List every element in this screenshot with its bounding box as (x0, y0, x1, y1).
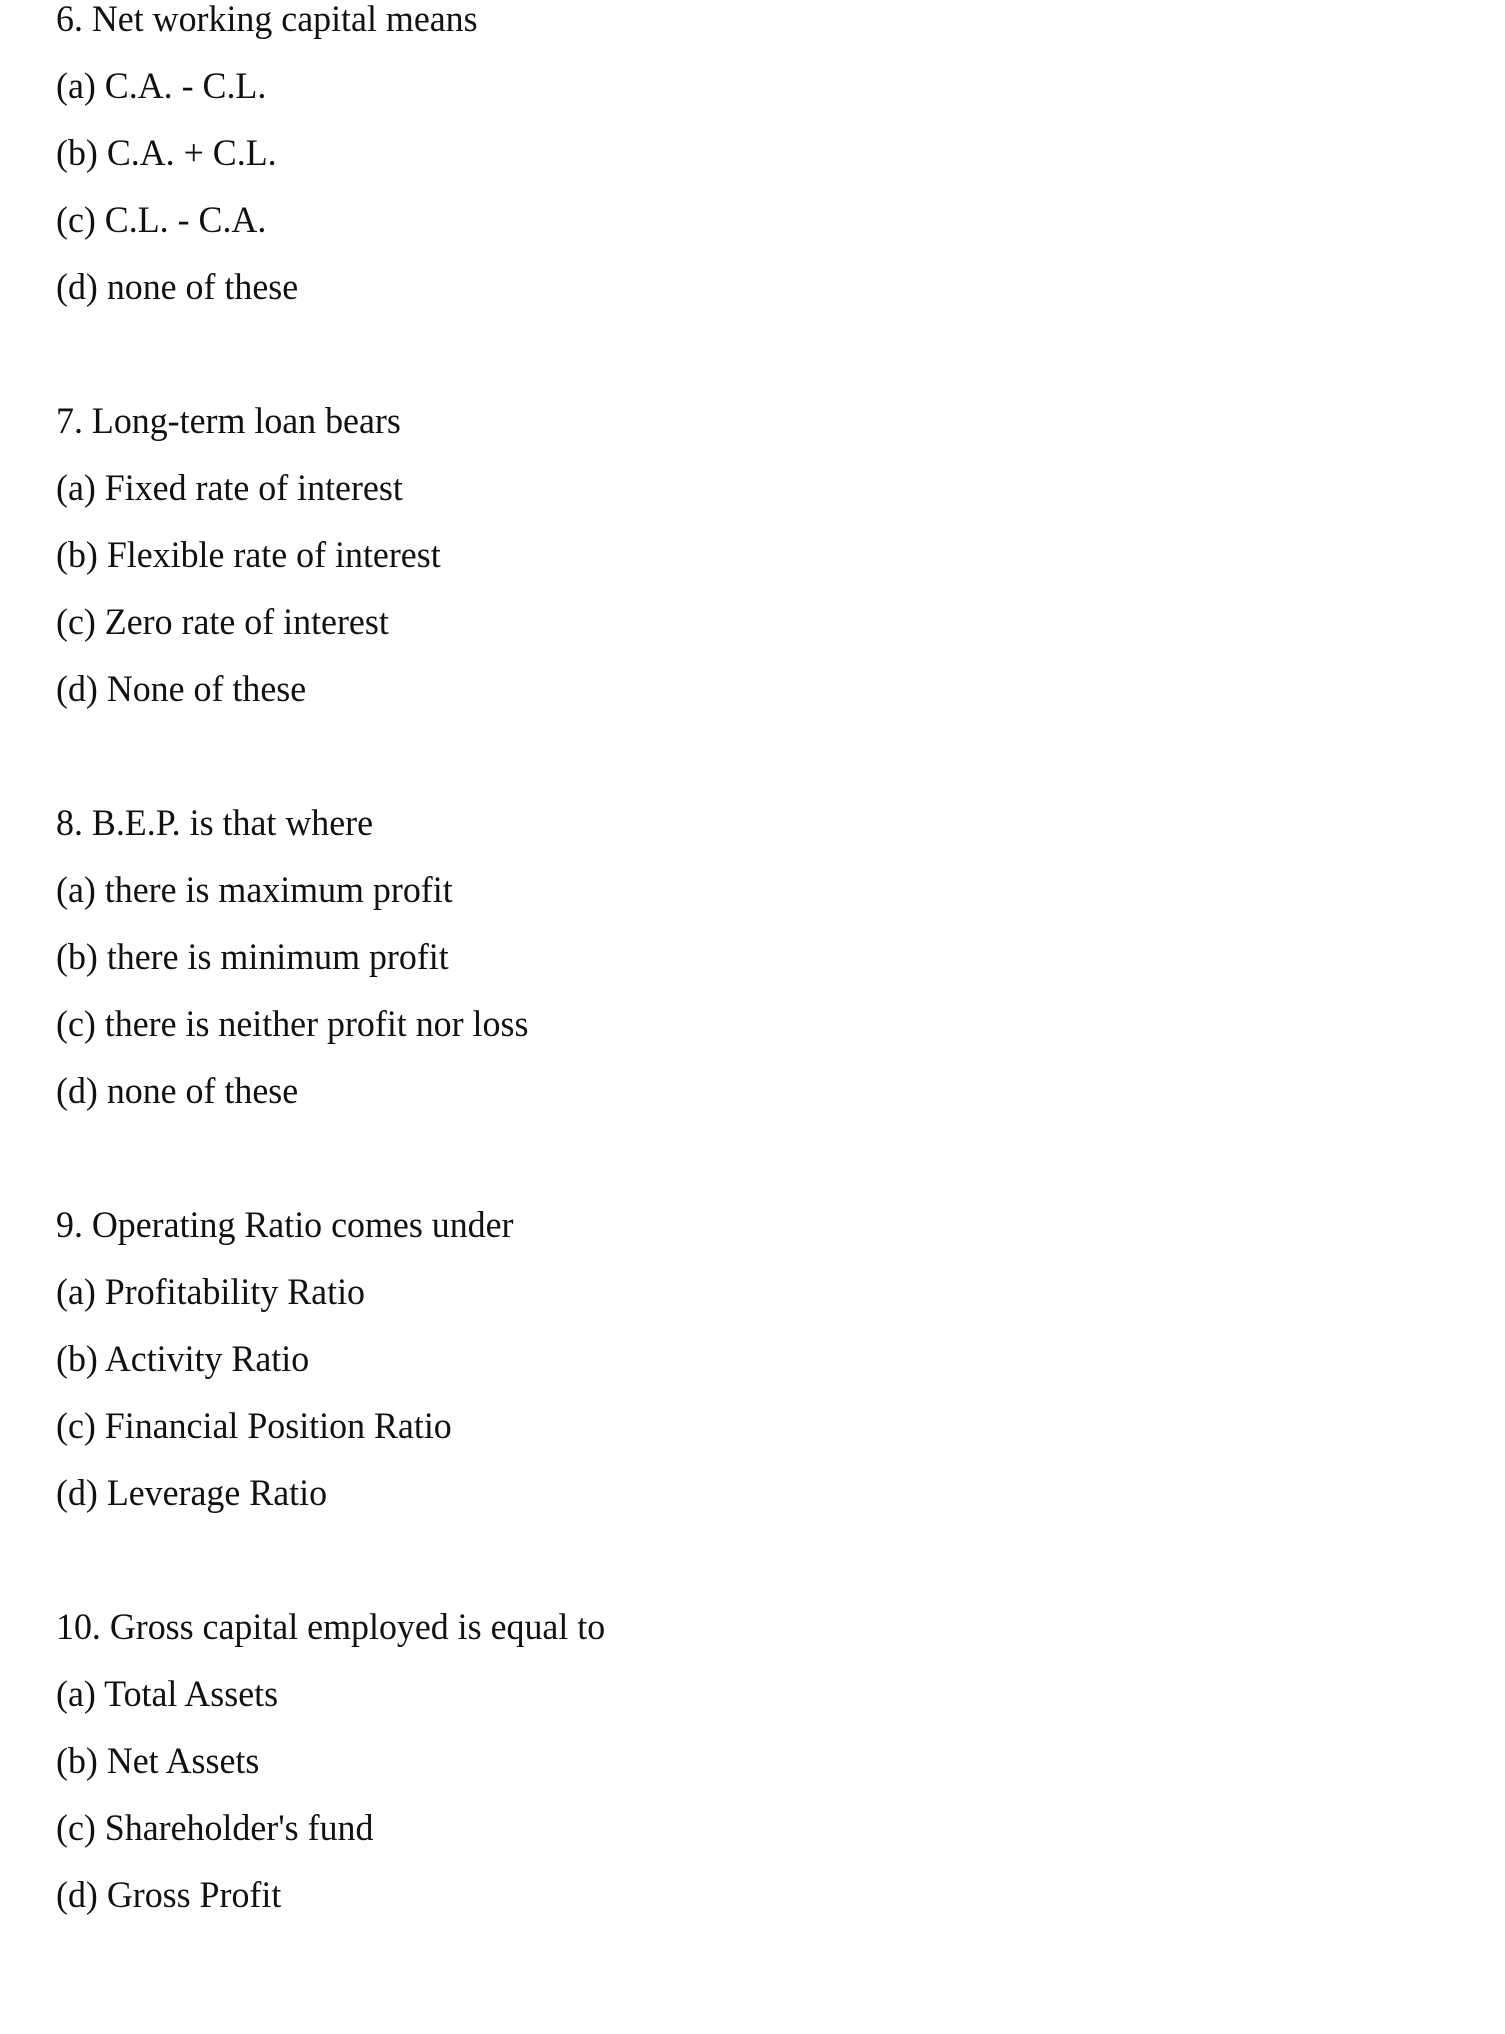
option-c: (c) Shareholder's fund (56, 1808, 374, 1849)
question-9 (56, 1192, 1456, 1527)
question-10 (56, 1594, 1456, 1929)
option-d: (d) none of these (56, 1071, 299, 1112)
option-a: (a) Profitability Ratio (56, 1272, 365, 1313)
option-b: (b) C.A. + C.L. (56, 133, 277, 174)
option-a: (a) there is maximum profit (56, 870, 453, 911)
document-page (56, 0, 1456, 1929)
question-title: 8. B.E.P. is that where (56, 803, 374, 844)
option-d: (d) None of these (56, 669, 307, 710)
option-b: (b) Activity Ratio (56, 1339, 310, 1380)
question-7 (56, 388, 1456, 723)
option-d: (d) Gross Profit (56, 1875, 282, 1916)
option-b: (b) Net Assets (56, 1741, 260, 1782)
option-a: (a) C.A. - C.L. (56, 66, 267, 107)
option-c: (c) Financial Position Ratio (56, 1406, 452, 1447)
option-b: (b) there is minimum profit (56, 937, 449, 978)
option-c: (c) Zero rate of interest (56, 602, 389, 643)
question-6 (56, 0, 1456, 321)
option-c: (c) there is neither profit nor loss (56, 1004, 529, 1045)
question-title: 9. Operating Ratio comes under (56, 1205, 514, 1246)
option-c: (c) C.L. - C.A. (56, 200, 267, 241)
question-title: 10. Gross capital employed is equal to (56, 1607, 606, 1648)
question-title: 7. Long-term loan bears (56, 401, 401, 442)
question-8 (56, 790, 1456, 1125)
option-a: (a) Total Assets (56, 1674, 279, 1715)
option-d: (d) none of these (56, 267, 299, 308)
option-d: (d) Leverage Ratio (56, 1473, 328, 1514)
question-title: 6. Net working capital means (56, 0, 478, 40)
option-a: (a) Fixed rate of interest (56, 468, 403, 509)
option-b: (b) Flexible rate of interest (56, 535, 441, 576)
